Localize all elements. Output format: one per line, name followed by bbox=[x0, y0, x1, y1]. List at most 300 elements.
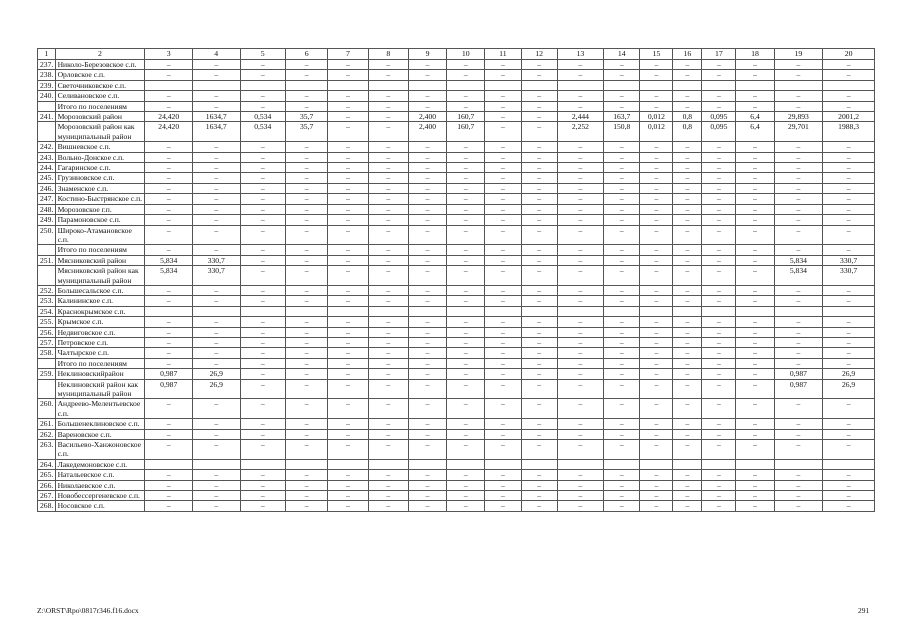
table-cell: – bbox=[702, 501, 736, 511]
table-cell bbox=[640, 459, 673, 469]
table-cell: – bbox=[328, 91, 368, 101]
table-cell: – bbox=[485, 429, 521, 439]
table-cell: – bbox=[640, 101, 673, 111]
table-cell: – bbox=[673, 480, 702, 490]
table-cell: – bbox=[328, 194, 368, 204]
table-cell: – bbox=[640, 194, 673, 204]
table-cell: – bbox=[368, 194, 408, 204]
table-cell: – bbox=[604, 327, 640, 337]
table-row bbox=[38, 255, 875, 265]
table-cell: – bbox=[192, 142, 240, 152]
table-cell: – bbox=[640, 348, 673, 358]
table-cell: – bbox=[521, 204, 557, 214]
table-cell: – bbox=[408, 91, 446, 101]
row-number: 256. bbox=[38, 327, 56, 337]
table-cell: – bbox=[328, 183, 368, 193]
table-cell: – bbox=[368, 358, 408, 368]
table-cell bbox=[368, 80, 408, 90]
table-cell: – bbox=[285, 327, 327, 337]
table-row bbox=[38, 285, 875, 295]
row-number: 264. bbox=[38, 459, 56, 469]
table-cell: – bbox=[557, 358, 604, 368]
table-cell: – bbox=[485, 337, 521, 347]
table-cell: – bbox=[823, 101, 875, 111]
table-cell: – bbox=[557, 429, 604, 439]
table-cell: – bbox=[328, 491, 368, 501]
table-cell: – bbox=[702, 70, 736, 80]
table-cell: – bbox=[408, 152, 446, 162]
column-header: 7 bbox=[328, 49, 368, 60]
table-cell: – bbox=[408, 142, 446, 152]
table-cell: – bbox=[823, 470, 875, 480]
table-cell: – bbox=[557, 419, 604, 429]
row-name: Петровское с.п. bbox=[55, 337, 145, 347]
table-cell: – bbox=[192, 317, 240, 327]
table-cell: – bbox=[604, 369, 640, 379]
table-cell: – bbox=[145, 399, 193, 419]
table-cell: – bbox=[485, 440, 521, 460]
row-number: 247. bbox=[38, 194, 56, 204]
row-number: 239. bbox=[38, 80, 56, 90]
row-name: Новобессергеневское с.п. bbox=[55, 491, 145, 501]
table-cell: – bbox=[557, 327, 604, 337]
table-cell bbox=[328, 306, 368, 316]
table-cell: – bbox=[192, 70, 240, 80]
row-name: Костино-Быстрянское с.п. bbox=[55, 194, 145, 204]
table-cell: – bbox=[702, 399, 736, 419]
row-name: Итого по поселениям bbox=[55, 245, 145, 255]
table-row bbox=[38, 245, 875, 255]
column-header: 14 bbox=[604, 49, 640, 60]
table-cell: 0,8 bbox=[673, 122, 702, 142]
table-cell: – bbox=[521, 60, 557, 70]
table-cell: – bbox=[192, 101, 240, 111]
table-cell bbox=[485, 306, 521, 316]
table-cell: – bbox=[736, 266, 774, 286]
table-cell: – bbox=[702, 348, 736, 358]
table-cell: – bbox=[557, 379, 604, 399]
table-cell: – bbox=[447, 419, 485, 429]
table-cell: – bbox=[557, 348, 604, 358]
table-cell: – bbox=[328, 285, 368, 295]
table-cell: – bbox=[368, 440, 408, 460]
table-cell: – bbox=[447, 369, 485, 379]
table-cell: – bbox=[823, 60, 875, 70]
table-cell: – bbox=[557, 142, 604, 152]
table-cell: – bbox=[145, 215, 193, 225]
table-cell: – bbox=[673, 152, 702, 162]
table-cell: – bbox=[702, 101, 736, 111]
table-cell bbox=[192, 80, 240, 90]
table-cell: – bbox=[673, 348, 702, 358]
table-cell: – bbox=[673, 440, 702, 460]
table-cell: – bbox=[145, 204, 193, 214]
table-cell: – bbox=[640, 204, 673, 214]
table-cell: – bbox=[521, 480, 557, 490]
table-cell: – bbox=[485, 122, 521, 142]
table-cell: – bbox=[145, 163, 193, 173]
table-cell: – bbox=[736, 163, 774, 173]
table-cell: – bbox=[485, 142, 521, 152]
table-cell: – bbox=[604, 204, 640, 214]
table-cell: – bbox=[408, 480, 446, 490]
data-table bbox=[37, 48, 875, 512]
table-cell: – bbox=[240, 152, 285, 162]
table-cell bbox=[673, 80, 702, 90]
table-cell: 0,095 bbox=[702, 122, 736, 142]
table-row bbox=[38, 122, 875, 142]
row-name: Большенеклиновское с.п. bbox=[55, 419, 145, 429]
table-cell: – bbox=[192, 183, 240, 193]
table-cell: – bbox=[640, 327, 673, 337]
table-cell: – bbox=[774, 215, 823, 225]
table-cell: – bbox=[368, 480, 408, 490]
table-cell: – bbox=[604, 358, 640, 368]
table-cell: – bbox=[702, 266, 736, 286]
table-cell: – bbox=[702, 379, 736, 399]
table-cell: – bbox=[145, 70, 193, 80]
table-cell: – bbox=[485, 501, 521, 511]
table-cell: – bbox=[736, 348, 774, 358]
table-cell: – bbox=[240, 491, 285, 501]
table-cell: – bbox=[673, 399, 702, 419]
table-cell: – bbox=[408, 245, 446, 255]
table-cell: – bbox=[192, 358, 240, 368]
row-number: 267. bbox=[38, 491, 56, 501]
table-row bbox=[38, 163, 875, 173]
table-cell bbox=[521, 459, 557, 469]
table-cell: – bbox=[285, 337, 327, 347]
table-cell: – bbox=[774, 225, 823, 245]
table-cell: – bbox=[192, 348, 240, 358]
table-cell: – bbox=[240, 480, 285, 490]
table-cell: – bbox=[328, 245, 368, 255]
row-name: Недвиговское с.п. bbox=[55, 327, 145, 337]
table-cell: – bbox=[736, 152, 774, 162]
table-cell: – bbox=[673, 70, 702, 80]
table-cell: 0,987 bbox=[145, 369, 193, 379]
table-cell: – bbox=[447, 491, 485, 501]
table-cell: – bbox=[192, 491, 240, 501]
table-cell: – bbox=[604, 501, 640, 511]
row-number: 259. bbox=[38, 369, 56, 379]
table-cell bbox=[192, 459, 240, 469]
table-cell: – bbox=[557, 194, 604, 204]
table-cell: – bbox=[673, 225, 702, 245]
table-cell: – bbox=[285, 501, 327, 511]
row-number: 245. bbox=[38, 173, 56, 183]
table-cell: – bbox=[408, 470, 446, 480]
table-cell: – bbox=[408, 255, 446, 265]
table-cell: – bbox=[240, 142, 285, 152]
table-row bbox=[38, 480, 875, 490]
table-cell: – bbox=[192, 194, 240, 204]
table-row bbox=[38, 70, 875, 80]
table-cell: – bbox=[328, 101, 368, 111]
table-cell: – bbox=[447, 245, 485, 255]
table-cell bbox=[736, 306, 774, 316]
table-cell: – bbox=[285, 225, 327, 245]
table-cell: – bbox=[285, 296, 327, 306]
table-cell bbox=[485, 459, 521, 469]
row-number: 265. bbox=[38, 470, 56, 480]
table-cell: – bbox=[640, 225, 673, 245]
row-number: 262. bbox=[38, 429, 56, 439]
table-cell: – bbox=[604, 215, 640, 225]
table-cell: – bbox=[823, 419, 875, 429]
table-row bbox=[38, 112, 875, 122]
table-cell: – bbox=[604, 296, 640, 306]
table-cell: – bbox=[328, 369, 368, 379]
table-cell: – bbox=[702, 440, 736, 460]
table-cell: – bbox=[557, 296, 604, 306]
table-cell: – bbox=[285, 379, 327, 399]
table-cell: – bbox=[240, 337, 285, 347]
row-number: 240. bbox=[38, 91, 56, 101]
table-cell: – bbox=[702, 142, 736, 152]
table-cell: – bbox=[447, 348, 485, 358]
row-name: Мясниковский район как муниципальный район bbox=[55, 266, 145, 286]
table-cell: – bbox=[640, 317, 673, 327]
table-cell: – bbox=[192, 245, 240, 255]
table-cell: – bbox=[774, 163, 823, 173]
row-number: 242. bbox=[38, 142, 56, 152]
table-cell: – bbox=[368, 379, 408, 399]
column-header: 8 bbox=[368, 49, 408, 60]
column-header: 19 bbox=[774, 49, 823, 60]
table-cell: 1988,3 bbox=[823, 122, 875, 142]
table-cell bbox=[192, 306, 240, 316]
table-cell: – bbox=[640, 337, 673, 347]
table-cell: – bbox=[673, 255, 702, 265]
table-cell: – bbox=[736, 91, 774, 101]
table-cell: – bbox=[673, 163, 702, 173]
table-cell: – bbox=[368, 101, 408, 111]
table-cell: – bbox=[736, 379, 774, 399]
table-cell bbox=[145, 459, 193, 469]
table-cell: – bbox=[774, 91, 823, 101]
table-cell: – bbox=[328, 470, 368, 480]
table-cell: – bbox=[240, 194, 285, 204]
table-cell: – bbox=[521, 70, 557, 80]
table-cell: – bbox=[145, 142, 193, 152]
table-cell bbox=[673, 306, 702, 316]
table-cell: – bbox=[702, 470, 736, 480]
table-row bbox=[38, 80, 875, 90]
table-cell: – bbox=[774, 183, 823, 193]
table-cell: – bbox=[736, 501, 774, 511]
table-cell: – bbox=[736, 429, 774, 439]
table-cell: – bbox=[240, 296, 285, 306]
table-cell: – bbox=[736, 358, 774, 368]
table-cell: – bbox=[604, 419, 640, 429]
table-cell: – bbox=[521, 399, 557, 419]
table-cell: – bbox=[285, 266, 327, 286]
table-cell: – bbox=[192, 163, 240, 173]
table-cell: – bbox=[368, 317, 408, 327]
table-cell: – bbox=[736, 101, 774, 111]
table-cell: – bbox=[447, 296, 485, 306]
table-cell: 35,7 bbox=[285, 122, 327, 142]
table-cell: – bbox=[702, 369, 736, 379]
table-cell: – bbox=[557, 183, 604, 193]
table-cell: – bbox=[328, 112, 368, 122]
table-cell: – bbox=[673, 245, 702, 255]
table-cell: – bbox=[328, 152, 368, 162]
table-cell: – bbox=[485, 215, 521, 225]
table-cell: – bbox=[521, 440, 557, 460]
table-cell: – bbox=[521, 183, 557, 193]
row-name: Натальевское с.п. bbox=[55, 470, 145, 480]
table-cell bbox=[736, 80, 774, 90]
table-cell: – bbox=[368, 163, 408, 173]
table-cell: 0,8 bbox=[673, 112, 702, 122]
table-cell: – bbox=[192, 296, 240, 306]
header-row bbox=[38, 49, 875, 60]
row-name: Орловское с.п. bbox=[55, 70, 145, 80]
column-header: 10 bbox=[447, 49, 485, 60]
table-cell: – bbox=[673, 266, 702, 286]
table-cell: 2,252 bbox=[557, 122, 604, 142]
table-cell: – bbox=[702, 255, 736, 265]
table-cell: – bbox=[823, 440, 875, 460]
table-cell: – bbox=[192, 419, 240, 429]
row-name: Грузиновское с.п. bbox=[55, 173, 145, 183]
table-cell: – bbox=[485, 255, 521, 265]
table-row bbox=[38, 440, 875, 460]
table-cell bbox=[604, 80, 640, 90]
table-cell: – bbox=[192, 470, 240, 480]
table-cell: – bbox=[557, 266, 604, 286]
table-cell: – bbox=[368, 112, 408, 122]
table-cell: – bbox=[368, 91, 408, 101]
table-cell: – bbox=[702, 419, 736, 429]
row-name: Мясниковский район bbox=[55, 255, 145, 265]
table-cell: – bbox=[328, 142, 368, 152]
column-header: 5 bbox=[240, 49, 285, 60]
table-cell: – bbox=[240, 285, 285, 295]
table-cell: – bbox=[673, 379, 702, 399]
table-cell: – bbox=[823, 317, 875, 327]
table-cell: 160,7 bbox=[447, 122, 485, 142]
table-cell: – bbox=[485, 60, 521, 70]
table-cell: – bbox=[368, 142, 408, 152]
table-cell: – bbox=[604, 429, 640, 439]
table-cell: – bbox=[285, 369, 327, 379]
table-cell: – bbox=[557, 369, 604, 379]
table-cell: 5,834 bbox=[145, 255, 193, 265]
table-cell: – bbox=[447, 285, 485, 295]
table-cell: – bbox=[485, 296, 521, 306]
table-cell: – bbox=[285, 399, 327, 419]
table-cell bbox=[328, 459, 368, 469]
row-name: Калининское с.п. bbox=[55, 296, 145, 306]
table-cell: – bbox=[702, 480, 736, 490]
table-cell: – bbox=[702, 245, 736, 255]
table-cell: – bbox=[192, 399, 240, 419]
row-number: 238. bbox=[38, 70, 56, 80]
table-cell: – bbox=[702, 215, 736, 225]
row-number: 268. bbox=[38, 501, 56, 511]
table-cell: – bbox=[485, 285, 521, 295]
table-cell: – bbox=[774, 348, 823, 358]
table-cell: – bbox=[328, 501, 368, 511]
table-cell: – bbox=[328, 317, 368, 327]
table-cell: – bbox=[736, 255, 774, 265]
column-header: 17 bbox=[702, 49, 736, 60]
table-cell: – bbox=[328, 60, 368, 70]
table-cell bbox=[408, 306, 446, 316]
table-cell bbox=[521, 80, 557, 90]
table-cell: – bbox=[285, 142, 327, 152]
table-cell: – bbox=[145, 91, 193, 101]
table-cell: – bbox=[521, 152, 557, 162]
table-cell: – bbox=[673, 327, 702, 337]
table-row bbox=[38, 306, 875, 316]
table-cell: – bbox=[736, 245, 774, 255]
table-cell: – bbox=[368, 501, 408, 511]
table-row bbox=[38, 501, 875, 511]
table-cell bbox=[521, 306, 557, 316]
table-cell: – bbox=[557, 101, 604, 111]
table-cell: – bbox=[145, 337, 193, 347]
table-cell: – bbox=[368, 173, 408, 183]
table-cell: – bbox=[604, 480, 640, 490]
table-cell: – bbox=[640, 399, 673, 419]
table-cell: – bbox=[521, 112, 557, 122]
table-cell: – bbox=[485, 358, 521, 368]
table-cell: 6,4 bbox=[736, 122, 774, 142]
table-cell: – bbox=[240, 60, 285, 70]
row-name: Морозовский район bbox=[55, 112, 145, 122]
table-cell: – bbox=[285, 419, 327, 429]
table-cell: 29,701 bbox=[774, 122, 823, 142]
table-cell: – bbox=[447, 327, 485, 337]
table-cell: – bbox=[368, 70, 408, 80]
table-cell: – bbox=[736, 215, 774, 225]
table-cell: – bbox=[240, 225, 285, 245]
table-cell: – bbox=[557, 337, 604, 347]
table-cell: – bbox=[521, 296, 557, 306]
table-cell: – bbox=[673, 173, 702, 183]
table-cell: – bbox=[285, 255, 327, 265]
table-row bbox=[38, 470, 875, 480]
table-cell: – bbox=[240, 70, 285, 80]
table-cell: – bbox=[285, 358, 327, 368]
table-cell: – bbox=[521, 225, 557, 245]
table-cell: – bbox=[240, 501, 285, 511]
row-number: 244. bbox=[38, 163, 56, 173]
table-cell: – bbox=[557, 501, 604, 511]
table-cell: – bbox=[240, 369, 285, 379]
table-cell: – bbox=[774, 70, 823, 80]
table-cell: – bbox=[368, 337, 408, 347]
table-cell: – bbox=[145, 440, 193, 460]
column-header: 2 bbox=[55, 49, 145, 60]
table-cell: – bbox=[604, 285, 640, 295]
table-cell: – bbox=[408, 225, 446, 245]
table-cell: – bbox=[774, 317, 823, 327]
table-cell: – bbox=[328, 255, 368, 265]
table-cell: – bbox=[328, 480, 368, 490]
table-cell: – bbox=[557, 163, 604, 173]
row-name: Неклиновский район как муниципальный район bbox=[55, 379, 145, 399]
table-cell: – bbox=[285, 285, 327, 295]
table-cell: 330,7 bbox=[823, 266, 875, 286]
table-cell: – bbox=[557, 480, 604, 490]
row-name: Лакедемоновское с.п. bbox=[55, 459, 145, 469]
table-cell: – bbox=[736, 60, 774, 70]
